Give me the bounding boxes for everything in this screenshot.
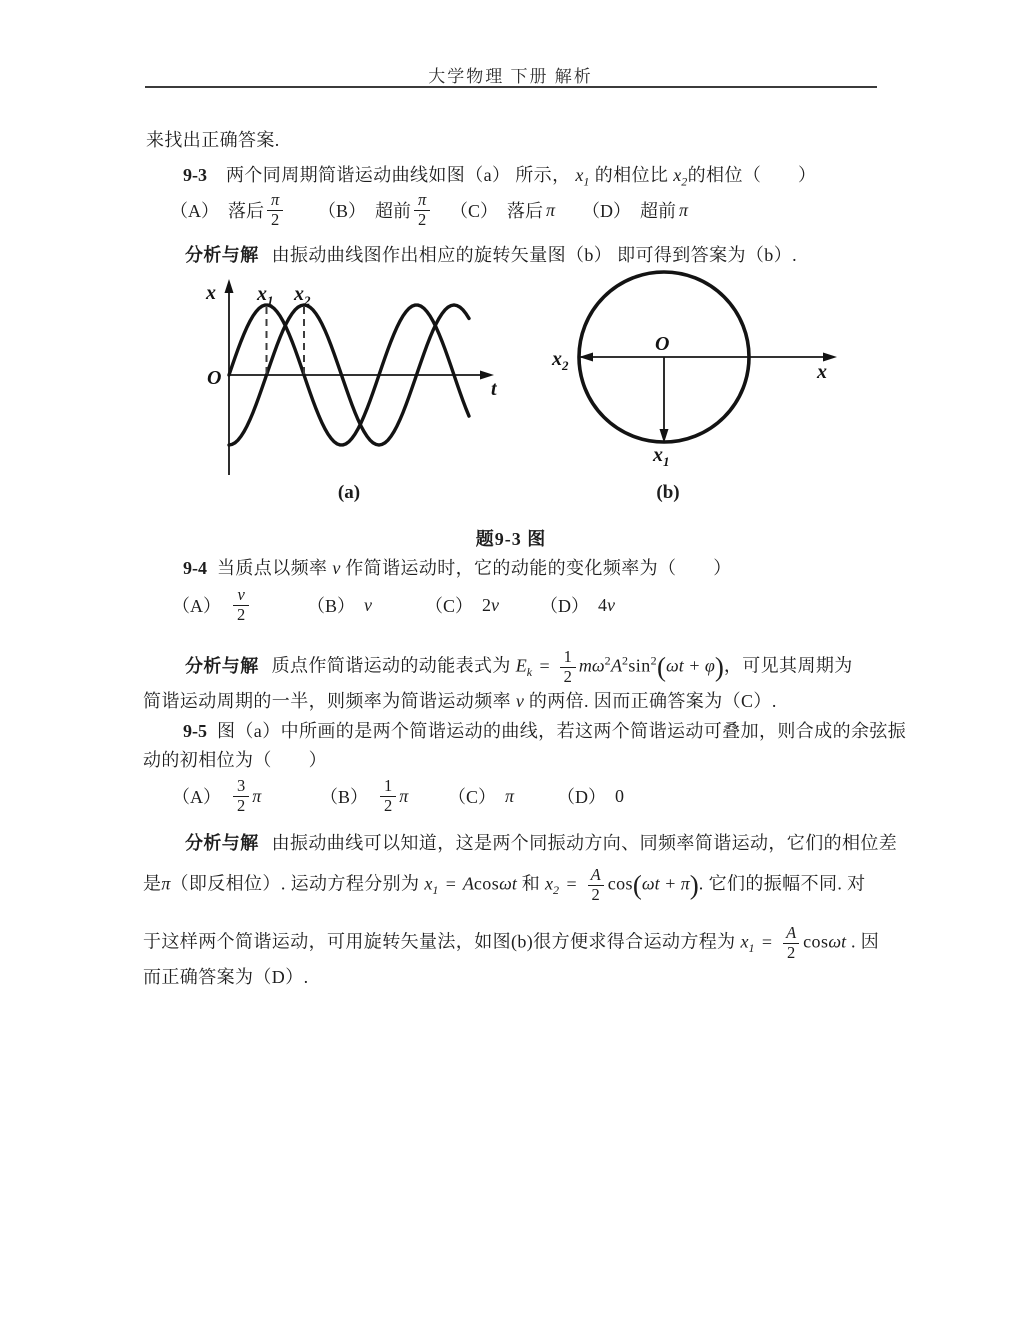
analysis-text: （即反相位）. 运动方程分别为 — [170, 873, 420, 894]
analysis-text: 是 — [143, 873, 162, 894]
curve-x2-label: $x_2$ — [294, 283, 311, 308]
subscript-1: 1 — [748, 941, 755, 956]
analysis-label: 分析与解 — [185, 833, 259, 853]
equals-sign: = — [566, 873, 577, 894]
analysis-label: 分析与解 — [185, 245, 259, 265]
analysis-text: 和 — [521, 873, 541, 894]
figure-caption: 题9-3 图 — [475, 529, 547, 549]
analysis-text: 简谐运动周期的一半，则频率为简谐运动频率 — [143, 691, 511, 711]
subscript-k: k — [526, 665, 533, 680]
analysis-text: ，可见其周期为 — [723, 655, 853, 676]
analysis-9-5-line1 — [185, 831, 897, 855]
math-var-x1: x — [740, 931, 749, 952]
equals-sign: = — [445, 873, 456, 894]
analysis-label: 分析与解 — [185, 655, 259, 676]
option-9-5-d — [557, 770, 624, 822]
math-omega-t: ωt — [499, 873, 517, 894]
close-paren: ) — [714, 651, 724, 682]
subscript-2: 2 — [681, 174, 688, 189]
analysis-text: 于这样两个简谐运动，可用旋转矢量法，如图(b)很方便求得合运动方程为 — [143, 931, 736, 952]
math-cos: cos — [607, 873, 633, 894]
superscript-2: 2 — [621, 653, 629, 668]
figure-a-label: (a) — [337, 482, 361, 503]
option-label: （B） — [318, 201, 367, 221]
option-text: 落后 — [228, 201, 264, 221]
origin-label: O — [207, 367, 222, 389]
math-var-v: v — [491, 594, 500, 615]
fraction-A-over-2: $\frac{A}{2}$ — [782, 924, 800, 963]
option-label: （A） — [172, 596, 221, 616]
analysis-9-5-line3 — [143, 924, 879, 963]
option-9-3-a — [170, 185, 286, 235]
math-pi: π — [505, 785, 515, 806]
question-text: 两个同周期简谐运动曲线如图（a） 所示， — [226, 165, 571, 185]
close-paren: ) — [689, 869, 699, 900]
coefficient: 2 — [482, 594, 492, 615]
analysis-text: . 因 — [846, 931, 880, 952]
vector-x2-label: $x_2$ — [552, 348, 569, 373]
options-row-9-5 — [0, 770, 1021, 822]
option-label: （C） — [425, 596, 474, 616]
question-text: 图（a）中所画的是两个简谐运动的曲线，若这两个简谐运动可叠加，则合成的余弦振 — [217, 721, 907, 741]
math-pi: π — [546, 199, 556, 220]
options-row-9-4 — [0, 581, 1021, 629]
fraction-three-halves: $\frac{3}{2}$ — [233, 777, 249, 816]
option-label: （A） — [172, 787, 221, 807]
math-var-A: A — [610, 655, 622, 676]
math-var-x1: x — [575, 165, 584, 185]
intro-text: 来找出正确答案. — [146, 130, 280, 150]
option-label: （C） — [448, 787, 497, 807]
math-omega-t-phi: ωt + φ — [666, 655, 715, 676]
problem-9-3-number: 9-3 — [183, 165, 207, 185]
t-axis-label: t — [491, 378, 497, 400]
superscript-2: 2 — [604, 653, 611, 668]
option-label: （D） — [540, 596, 589, 616]
math-var-x2: x — [545, 873, 554, 894]
analysis-text: 的两倍. 因而正确答案为（C）. — [528, 691, 777, 711]
question-text: 作简谐运动时，它的动能的变化频率为（ ） — [345, 558, 732, 578]
option-label: （A） — [170, 201, 219, 221]
option-9-4-b — [307, 581, 372, 629]
option-label: （D） — [582, 201, 631, 221]
analysis-text: 质点作简谐运动的动能表式为 — [271, 655, 511, 676]
math-cos: cos — [803, 931, 829, 952]
subscript-1: 1 — [583, 174, 590, 189]
y-axis-label: x — [206, 282, 216, 304]
option-9-5-a — [172, 770, 261, 822]
math-pi: π — [399, 785, 409, 806]
math-var-v: v — [364, 594, 373, 615]
fraction-pi-over-2: $\frac{\pi}{2}$ — [267, 191, 283, 230]
option-9-5-b — [320, 770, 408, 822]
subscript-1: 1 — [432, 883, 439, 898]
analysis-text: 由振动曲线可以知道，这是两个同振动方向、同频率简谐运动，它们的相位差 — [271, 833, 898, 853]
fraction-v-over-2: $\frac{v}{2}$ — [233, 586, 249, 625]
option-9-3-d — [582, 185, 688, 235]
fraction-A-over-2: $\frac{A}{2}$ — [587, 866, 605, 905]
equals-sign: = — [761, 931, 773, 952]
math-var-v: v — [607, 594, 615, 615]
option-text: 超前 — [640, 201, 676, 221]
header-rule — [145, 86, 877, 88]
analysis-text: 由振动曲线图作出相应的旋转矢量图（b） 即可得到答案为（b）. — [271, 245, 798, 265]
math-pi: π — [252, 785, 262, 806]
math-cos: cos — [473, 873, 500, 894]
fraction-one-half: $\frac{1}{2}$ — [380, 777, 396, 816]
fraction-pi-over-2: $\frac{\pi}{2}$ — [414, 191, 430, 230]
option-label: （C） — [450, 201, 499, 221]
math-omega-t: ωt — [828, 931, 847, 952]
analysis-9-4-line2 — [143, 689, 777, 713]
open-paren: ( — [657, 651, 667, 682]
math-m-omega: mω — [578, 655, 605, 676]
open-paren: ( — [632, 869, 642, 900]
math-var-A: A — [462, 873, 474, 894]
math-sin: sin — [628, 655, 651, 676]
problem-9-5-question-line2: 动的初相位为（ ） — [143, 750, 327, 770]
vector-x2-arrow-icon — [579, 353, 593, 362]
math-var-x1: x — [424, 873, 433, 894]
curve-x1-label: $x_1$ — [257, 283, 274, 308]
math-var-nu: ν — [332, 558, 341, 578]
math-pi: π — [161, 873, 171, 894]
figure-b-phasor-diagram — [540, 262, 900, 477]
option-text: 超前 — [375, 201, 412, 221]
math-pi: π — [679, 199, 689, 220]
analysis-9-5-line2 — [143, 866, 866, 905]
problem-9-4-question — [183, 556, 732, 580]
problem-9-5-question-line1 — [183, 719, 906, 743]
option-text: 落后 — [507, 201, 544, 221]
coefficient: 4 — [598, 594, 607, 615]
option-9-4-a — [172, 581, 252, 629]
option-9-5-c — [448, 770, 514, 822]
figure-a-oscillation-graph — [190, 276, 510, 481]
math-var-E: E — [515, 655, 527, 676]
subscript-2: 2 — [553, 883, 560, 898]
vector-x1-label: $x_1$ — [653, 444, 670, 469]
axis-arrow-up-icon — [225, 279, 234, 293]
option-label: （B） — [307, 596, 356, 616]
fraction-one-half: $\frac{1}{2}$ — [560, 648, 576, 687]
origin-label: O — [655, 333, 670, 355]
option-text: 0 — [615, 785, 624, 806]
question-text: 的相位比 — [594, 165, 669, 185]
option-9-4-d — [540, 581, 615, 629]
question-text: 的相位（ ） — [687, 165, 817, 185]
options-row-9-3 — [0, 185, 1021, 235]
problem-9-5-number: 9-5 — [183, 721, 207, 741]
question-text: 当质点以频率 — [217, 558, 328, 578]
option-9-3-b — [318, 185, 433, 235]
option-9-3-c — [450, 185, 555, 235]
option-label: （B） — [320, 787, 369, 807]
analysis-9-5-line4: 而正确答案为（D）. — [143, 967, 309, 987]
analysis-text: . 它们的振幅不同. 对 — [698, 873, 866, 894]
option-9-4-c — [425, 581, 499, 629]
analysis-9-4-line1 — [185, 648, 853, 687]
figure-b-label: (b) — [656, 482, 680, 503]
equals-sign: = — [539, 655, 550, 676]
math-var-nu: ν — [515, 691, 524, 711]
math-omega-t-pi: ωt + π — [641, 873, 690, 894]
superscript-2: 2 — [650, 653, 658, 668]
problem-9-4-number: 9-4 — [183, 558, 207, 578]
option-label: （D） — [557, 787, 606, 807]
math-var-x2: x — [673, 165, 682, 185]
x-axis-label: x — [817, 361, 827, 383]
page-header-title: 大学物理 下册 解析 — [428, 67, 593, 86]
